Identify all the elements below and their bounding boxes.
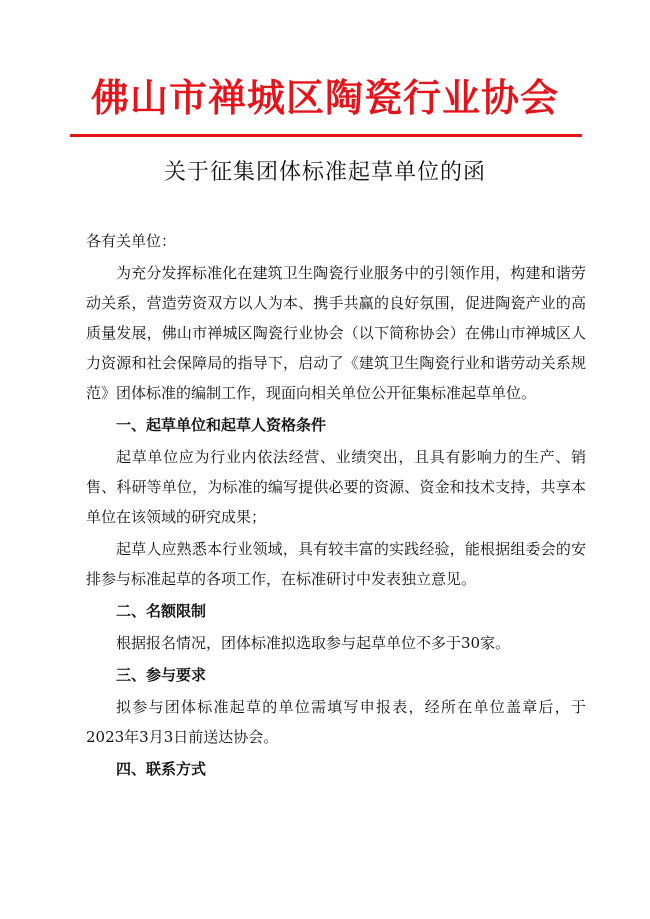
organization-masthead: 佛山市禅城区陶瓷行业协会 [90, 75, 559, 120]
letter-title: 关于征集团体标准起草单位的函 [163, 160, 486, 185]
section-heading-requirements: 三、参与要求 [116, 666, 207, 684]
qualification-paragraph-units: 起草单位应为行业内依法经营、业绩突出，且具有影响力的生产、销售、科研等单位，为标准的编写提供必要的资源、资金和技术支持，共享本单位在该领域的研究成果； [86, 448, 586, 526]
salutation: 各有关单位： [86, 232, 177, 250]
requirements-paragraph: 拟参与团体标准起草的单位需填写申报表，经所在单位盖章后，于2023年3月3日前送达协会。 [86, 698, 586, 746]
masthead-divider [70, 134, 582, 137]
qualification-paragraph-drafters: 起草人应熟悉本行业领域，具有较丰富的实践经验，能根据组委会的安排参与标准起草的各项工作，在标准研讨中发表独立意见。 [86, 540, 586, 588]
section-heading-quota: 二、名额限制 [116, 602, 207, 620]
letter-body [86, 226, 586, 786]
section-heading-qualifications: 一、起草单位和起草人资格条件 [116, 416, 327, 434]
quota-paragraph: 根据报名情况，团体标准拟选取参与起草单位不多于30家。 [116, 634, 511, 652]
section-heading-contact: 四、联系方式 [116, 760, 207, 778]
intro-paragraph: 为充分发挥标准化在建筑卫生陶瓷行业服务中的引领作用，构建和谐劳动关系，营造劳资双方以人为本、携手共赢的良好氛围，促进陶瓷产业的高质量发展，佛山市禅城区陶瓷行业协会（以下简称协会）在佛山市禅城区人力资源和社会保障局的指导下，启动了《建筑卫生陶瓷行业和谐劳动关系规范》团体标准的编制工作，现面向相关单位公开征集标准起草单位。 [86, 264, 586, 402]
